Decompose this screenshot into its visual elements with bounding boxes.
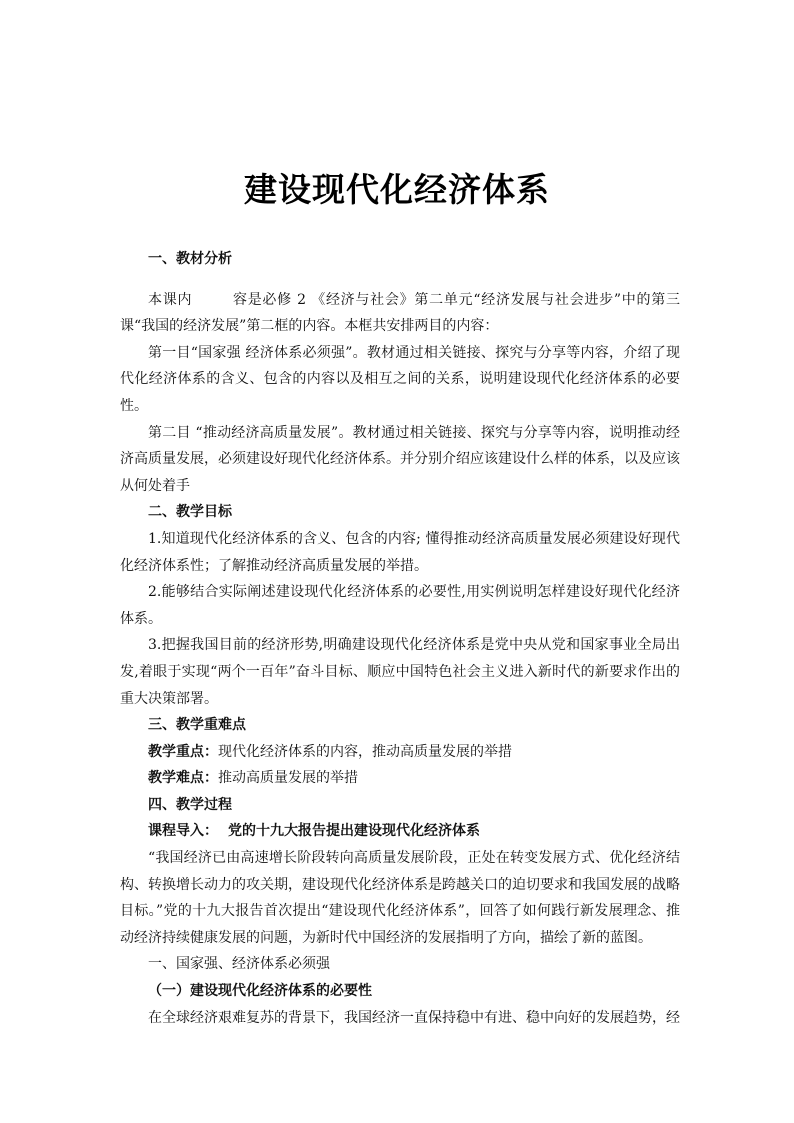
key-point-label: 教学重点： xyxy=(148,743,218,760)
paragraph-course-content-rest: 容是必修 2 《经济与社会》第二单元“经济发展与社会进步”中的第三课“我国的经济发展”第二框的内容。本框共安排两目的内容： xyxy=(120,291,680,335)
key-point-line xyxy=(120,739,680,766)
section-heading-key-points: 三、教学重难点 xyxy=(148,717,246,734)
document-title: 建设现代化经济体系 xyxy=(244,170,550,209)
key-point-text: 现代化经济体系的内容，推动高质量发展的举措 xyxy=(218,743,512,760)
document-body xyxy=(120,246,680,1031)
section-heading-materials: 一、教材分析 xyxy=(148,251,232,267)
intro-text: 党的十九大报告提出建设现代化经济体系 xyxy=(228,823,480,840)
difficulty-label: 教学难点： xyxy=(148,770,218,787)
quote-paragraph: “我国经济已由高速增长阶段转向高质量发展阶段，正处在转变发展方式、优化经济结构、转换增长动力的攻关期，建设现代化经济体系是跨越关口的迫切要求和我国发展的战略目标。”党的十九大报告首次提出“建设现代化经济体系”，回答了如何践行新发展理念、推动经济持续健康发展的问题，为新时代中国经济的发展指明了方向，描绘了新的蓝图。 xyxy=(120,850,680,946)
paragraph-second-item: 第二目 “推动经济高质量发展”。教材通过相关链接、探究与分享等内容，说明推动经济高质量发展，必须建设好现代化经济体系。并分别介绍应该建设什么样的体系，以及应该从何处着手 xyxy=(120,424,680,494)
goal-2: 2.能够结合实际阐述建设现代化经济体系的必要性,用实例说明怎样建设好现代化经济体系。 xyxy=(120,584,680,627)
intro-line xyxy=(120,818,680,845)
part-heading: 一、国家强、经济体系必须强 xyxy=(148,956,330,973)
spacer xyxy=(120,273,680,287)
intro-label: 课程导入： xyxy=(148,823,218,840)
paragraph-course-content-start: 本课内 xyxy=(148,291,193,308)
goal-3: 3.把握我国目前的经济形势,明确建设现代化经济体系是党中央从党和国家事业全局出发,着眼于实现“两个一百年”奋斗目标、顺应中国特色社会主义进入新时代的新要求作出的重大决策部署。 xyxy=(120,637,680,707)
section-heading-goals: 二、教学目标 xyxy=(148,504,232,521)
last-paragraph: 在全球经济艰难复苏的背景下，我国经济一直保持稳中有进、稳中向好的发展趋势，经 xyxy=(148,1009,680,1026)
section-heading-process: 四、教学过程 xyxy=(148,796,232,813)
difficulty-text: 推动高质量发展的举措 xyxy=(218,770,358,787)
subsection-heading: （一）建设现代化经济体系的必要性 xyxy=(148,983,372,1000)
paragraph-first-item: 第一目“国家强 经济体系必须强”。教材通过相关链接、探究与分享等内容，介绍了现代化经济体系的含义、包含的内容以及相互之间的关系，说明建设现代化经济体系的必要性。 xyxy=(120,344,680,414)
paragraph-course-content xyxy=(120,287,680,340)
goal-1: 1.知道现代化经济体系的含义、包含的内容; 懂得推动经济高质量发展必须建设好现代化经济体系性；了解推动经济高质量发展的举措。 xyxy=(120,530,680,574)
difficulty-line xyxy=(120,765,680,792)
